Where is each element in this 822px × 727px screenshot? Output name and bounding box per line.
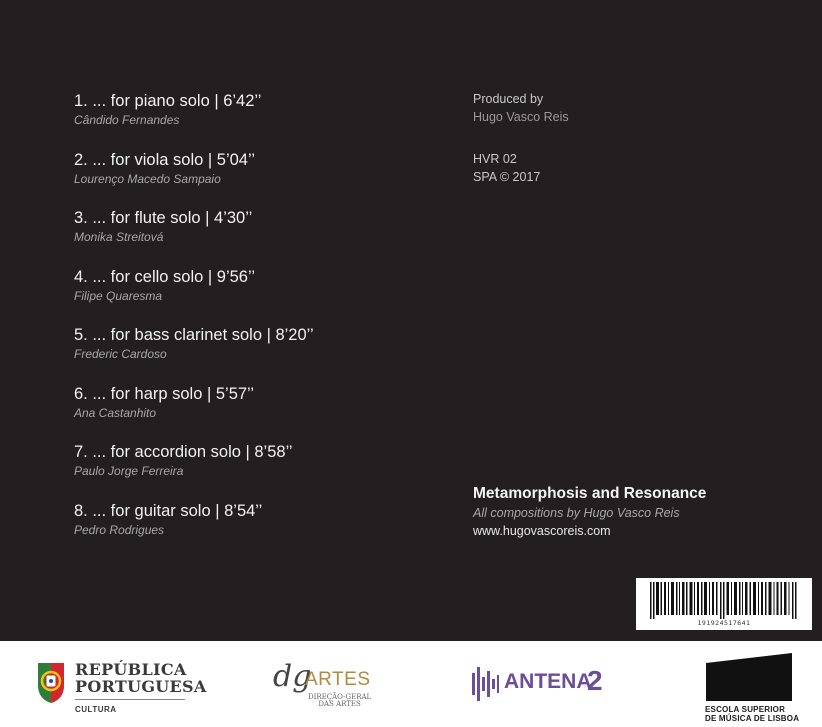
production-credits (473, 90, 569, 186)
dgartes-sub-line-2: DAS ARTES (318, 700, 361, 708)
esml-emblem-icon (704, 653, 794, 701)
track-performer: Lourenço Macedo Sampaio (74, 171, 221, 186)
antena2-logo (472, 665, 612, 705)
album-website: www.hugovascoreis.com (473, 524, 611, 538)
track-performer: Filipe Quaresma (74, 288, 163, 303)
album-info (473, 484, 706, 540)
esml-line-2: DE MÚSICA DE LISBOA (705, 714, 800, 723)
soundwave-icon (472, 667, 500, 701)
copyright-notice: SPA © 2017 (473, 170, 541, 184)
track-title: 1. ... for piano solo | 6’42’’ (74, 92, 262, 110)
track-title: 2. ... for viola solo | 5’04’’ (74, 150, 255, 169)
track-5 (74, 325, 314, 362)
track-7 (74, 442, 293, 479)
track-3 (74, 208, 252, 245)
republica-divider (75, 699, 185, 700)
sponsor-logos (0, 641, 822, 727)
track-title: 5. ... for bass clarinet solo | 8’20’’ (74, 326, 314, 344)
portugal-emblem-icon (34, 659, 68, 705)
esml-logo (704, 653, 800, 723)
track-performer: Cândido Fernandes (74, 113, 180, 127)
dgartes-subtitle (308, 694, 371, 708)
track-title: 7. ... for accordion solo | 8’58’’ (74, 443, 293, 461)
barcode (636, 578, 812, 630)
track-performer: Monika Streitová (74, 230, 164, 244)
barcode-bars-icon (650, 582, 798, 619)
antena-name: ANTENA (504, 670, 592, 693)
republica-portuguesa-logo (34, 659, 207, 717)
track-performer: Frederic Cardoso (74, 347, 167, 361)
dgartes-name: ARTES (305, 669, 371, 690)
track-performer: Paulo Jorge Ferreira (74, 464, 184, 478)
produced-by-label: Produced by (473, 92, 544, 106)
album-subtitle: All compositions by Hugo Vasco Reis (473, 506, 680, 520)
track-performer: Pedro Rodrigues (74, 522, 165, 537)
track-title: 6. ... for harp solo | 5’57’’ (74, 384, 255, 403)
track-1 (74, 91, 261, 128)
album-title: Metamorphosis and Resonance (473, 485, 707, 502)
dgartes-sub-line-1: DIREÇÃO-GERAL (308, 693, 372, 701)
catalog-number: HVR 02 (473, 152, 517, 166)
antena-number: 2 (587, 665, 603, 696)
track-title: 4. ... for cello solo | 9’56’’ (74, 267, 255, 286)
esml-line-1: ESCOLA SUPERIOR (705, 705, 786, 714)
track-title: 8. ... for guitar solo | 8’54’’ (74, 501, 263, 520)
track-8 (74, 501, 262, 538)
track-2 (74, 150, 255, 187)
producer-name: Hugo Vasco Reis (473, 110, 569, 124)
dgartes-logo (273, 659, 393, 713)
track-4 (74, 267, 255, 304)
track-title: 3. ... for flute solo | 4’30’’ (74, 209, 253, 227)
republica-line-1: REPÚBLICA (75, 660, 187, 679)
republica-sub: CULTURA (75, 705, 117, 714)
barcode-number: 191924517641 (697, 619, 751, 627)
track-performer: Ana Castanhito (74, 405, 157, 420)
track-6 (74, 384, 254, 421)
republica-line-2: PORTUGUESA (75, 677, 207, 696)
dgartes-mark: dg (273, 659, 312, 694)
